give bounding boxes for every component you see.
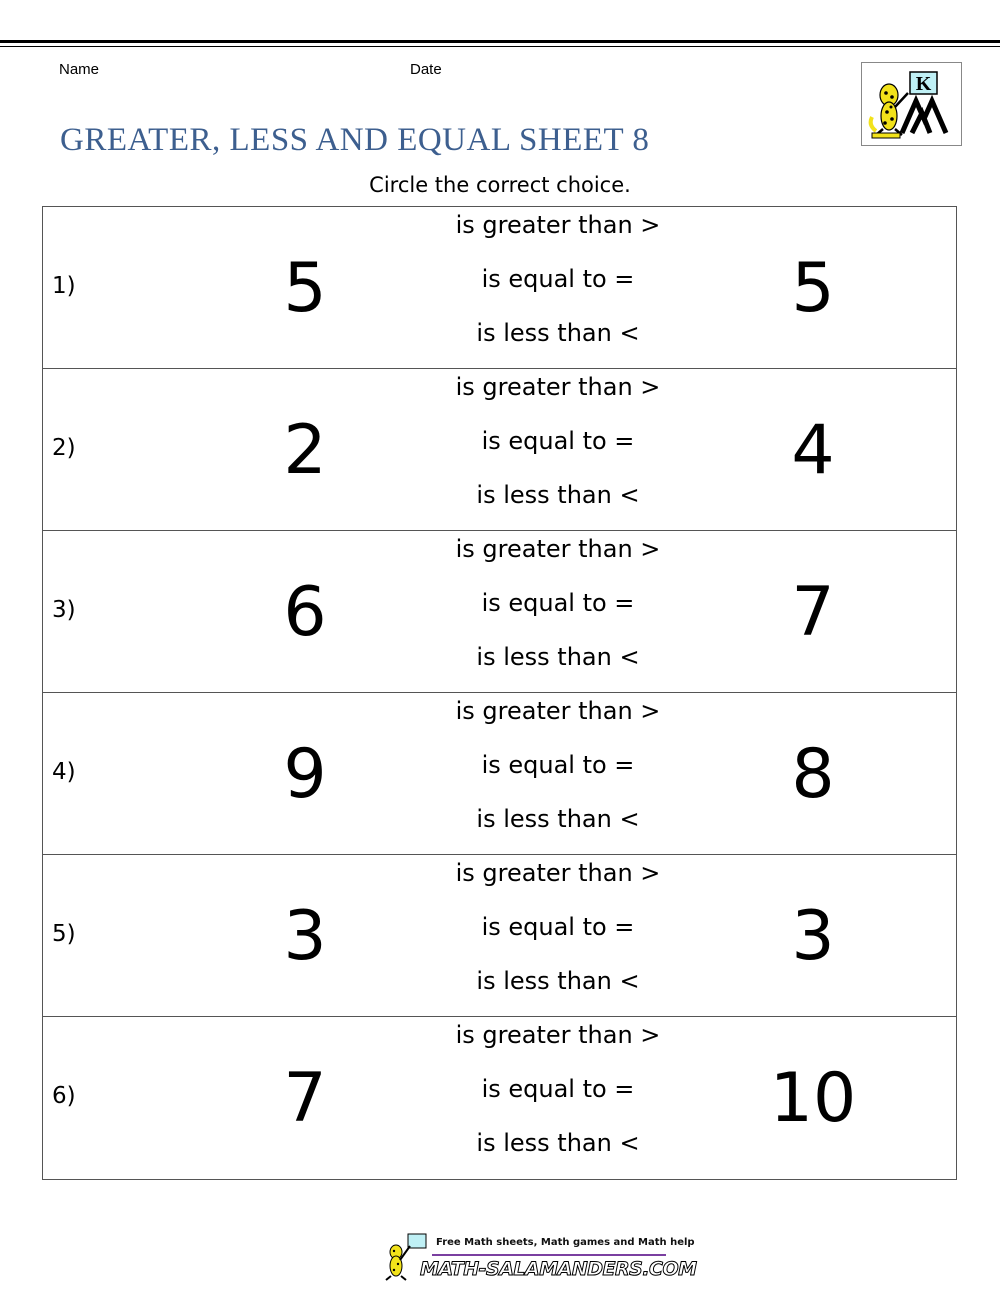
right-number: 8 bbox=[791, 735, 835, 814]
option-less[interactable]: is less than < bbox=[476, 481, 640, 509]
problem-row bbox=[43, 369, 956, 531]
option-equal[interactable]: is equal to = bbox=[481, 265, 635, 293]
option-equal[interactable]: is equal to = bbox=[481, 751, 635, 779]
problem-number: 2) bbox=[52, 435, 76, 461]
top-rule bbox=[0, 40, 1000, 43]
problem-number: 1) bbox=[52, 273, 76, 299]
right-number: 5 bbox=[791, 249, 835, 328]
name-label: Name bbox=[59, 61, 100, 78]
left-number: 5 bbox=[283, 249, 327, 328]
right-number: 7 bbox=[791, 573, 835, 652]
left-number: 6 bbox=[283, 573, 327, 652]
footer-divider bbox=[432, 1254, 666, 1256]
option-equal[interactable]: is equal to = bbox=[481, 1075, 635, 1103]
option-equal[interactable]: is equal to = bbox=[481, 589, 635, 617]
problem-number: 5) bbox=[52, 921, 76, 947]
salamander-logo-icon bbox=[862, 63, 961, 145]
problem-row bbox=[43, 693, 956, 855]
problem-row bbox=[43, 1017, 956, 1180]
footer-logo[interactable] bbox=[380, 1232, 697, 1282]
footer-site-name[interactable]: MATH-SALAMANDERS.COM bbox=[420, 1258, 697, 1280]
problem-row bbox=[43, 207, 956, 369]
option-greater[interactable]: is greater than > bbox=[455, 211, 661, 239]
problem-number: 6) bbox=[52, 1083, 76, 1109]
left-number: 3 bbox=[283, 897, 327, 976]
svg-text:K: K bbox=[915, 73, 932, 95]
option-less[interactable]: is less than < bbox=[476, 967, 640, 995]
right-number: 3 bbox=[791, 897, 835, 976]
worksheet-title: GREATER, LESS AND EQUAL SHEET 8 bbox=[60, 122, 650, 158]
problem-number: 3) bbox=[52, 597, 76, 623]
salamander-logo bbox=[861, 62, 962, 146]
option-greater[interactable]: is greater than > bbox=[455, 697, 661, 725]
top-rule-thin bbox=[0, 46, 1000, 47]
instructions: Circle the correct choice. bbox=[369, 173, 631, 197]
date-label: Date bbox=[410, 61, 442, 78]
option-less[interactable]: is less than < bbox=[476, 805, 640, 833]
option-equal[interactable]: is equal to = bbox=[481, 913, 635, 941]
right-number: 4 bbox=[791, 411, 835, 490]
option-greater[interactable]: is greater than > bbox=[455, 373, 661, 401]
footer-tagline: Free Math sheets, Math games and Math help bbox=[436, 1237, 695, 1248]
option-less[interactable]: is less than < bbox=[476, 319, 640, 347]
left-number: 2 bbox=[283, 411, 327, 490]
option-less[interactable]: is less than < bbox=[476, 1129, 640, 1157]
right-number: 10 bbox=[769, 1059, 857, 1138]
option-greater[interactable]: is greater than > bbox=[455, 859, 661, 887]
left-number: 9 bbox=[283, 735, 327, 814]
problem-table bbox=[42, 206, 957, 1180]
option-greater[interactable]: is greater than > bbox=[455, 1021, 661, 1049]
option-equal[interactable]: is equal to = bbox=[481, 427, 635, 455]
option-greater[interactable]: is greater than > bbox=[455, 535, 661, 563]
problem-number: 4) bbox=[52, 759, 76, 785]
problem-row bbox=[43, 531, 956, 693]
option-less[interactable]: is less than < bbox=[476, 643, 640, 671]
problem-row bbox=[43, 855, 956, 1017]
left-number: 7 bbox=[283, 1059, 327, 1138]
